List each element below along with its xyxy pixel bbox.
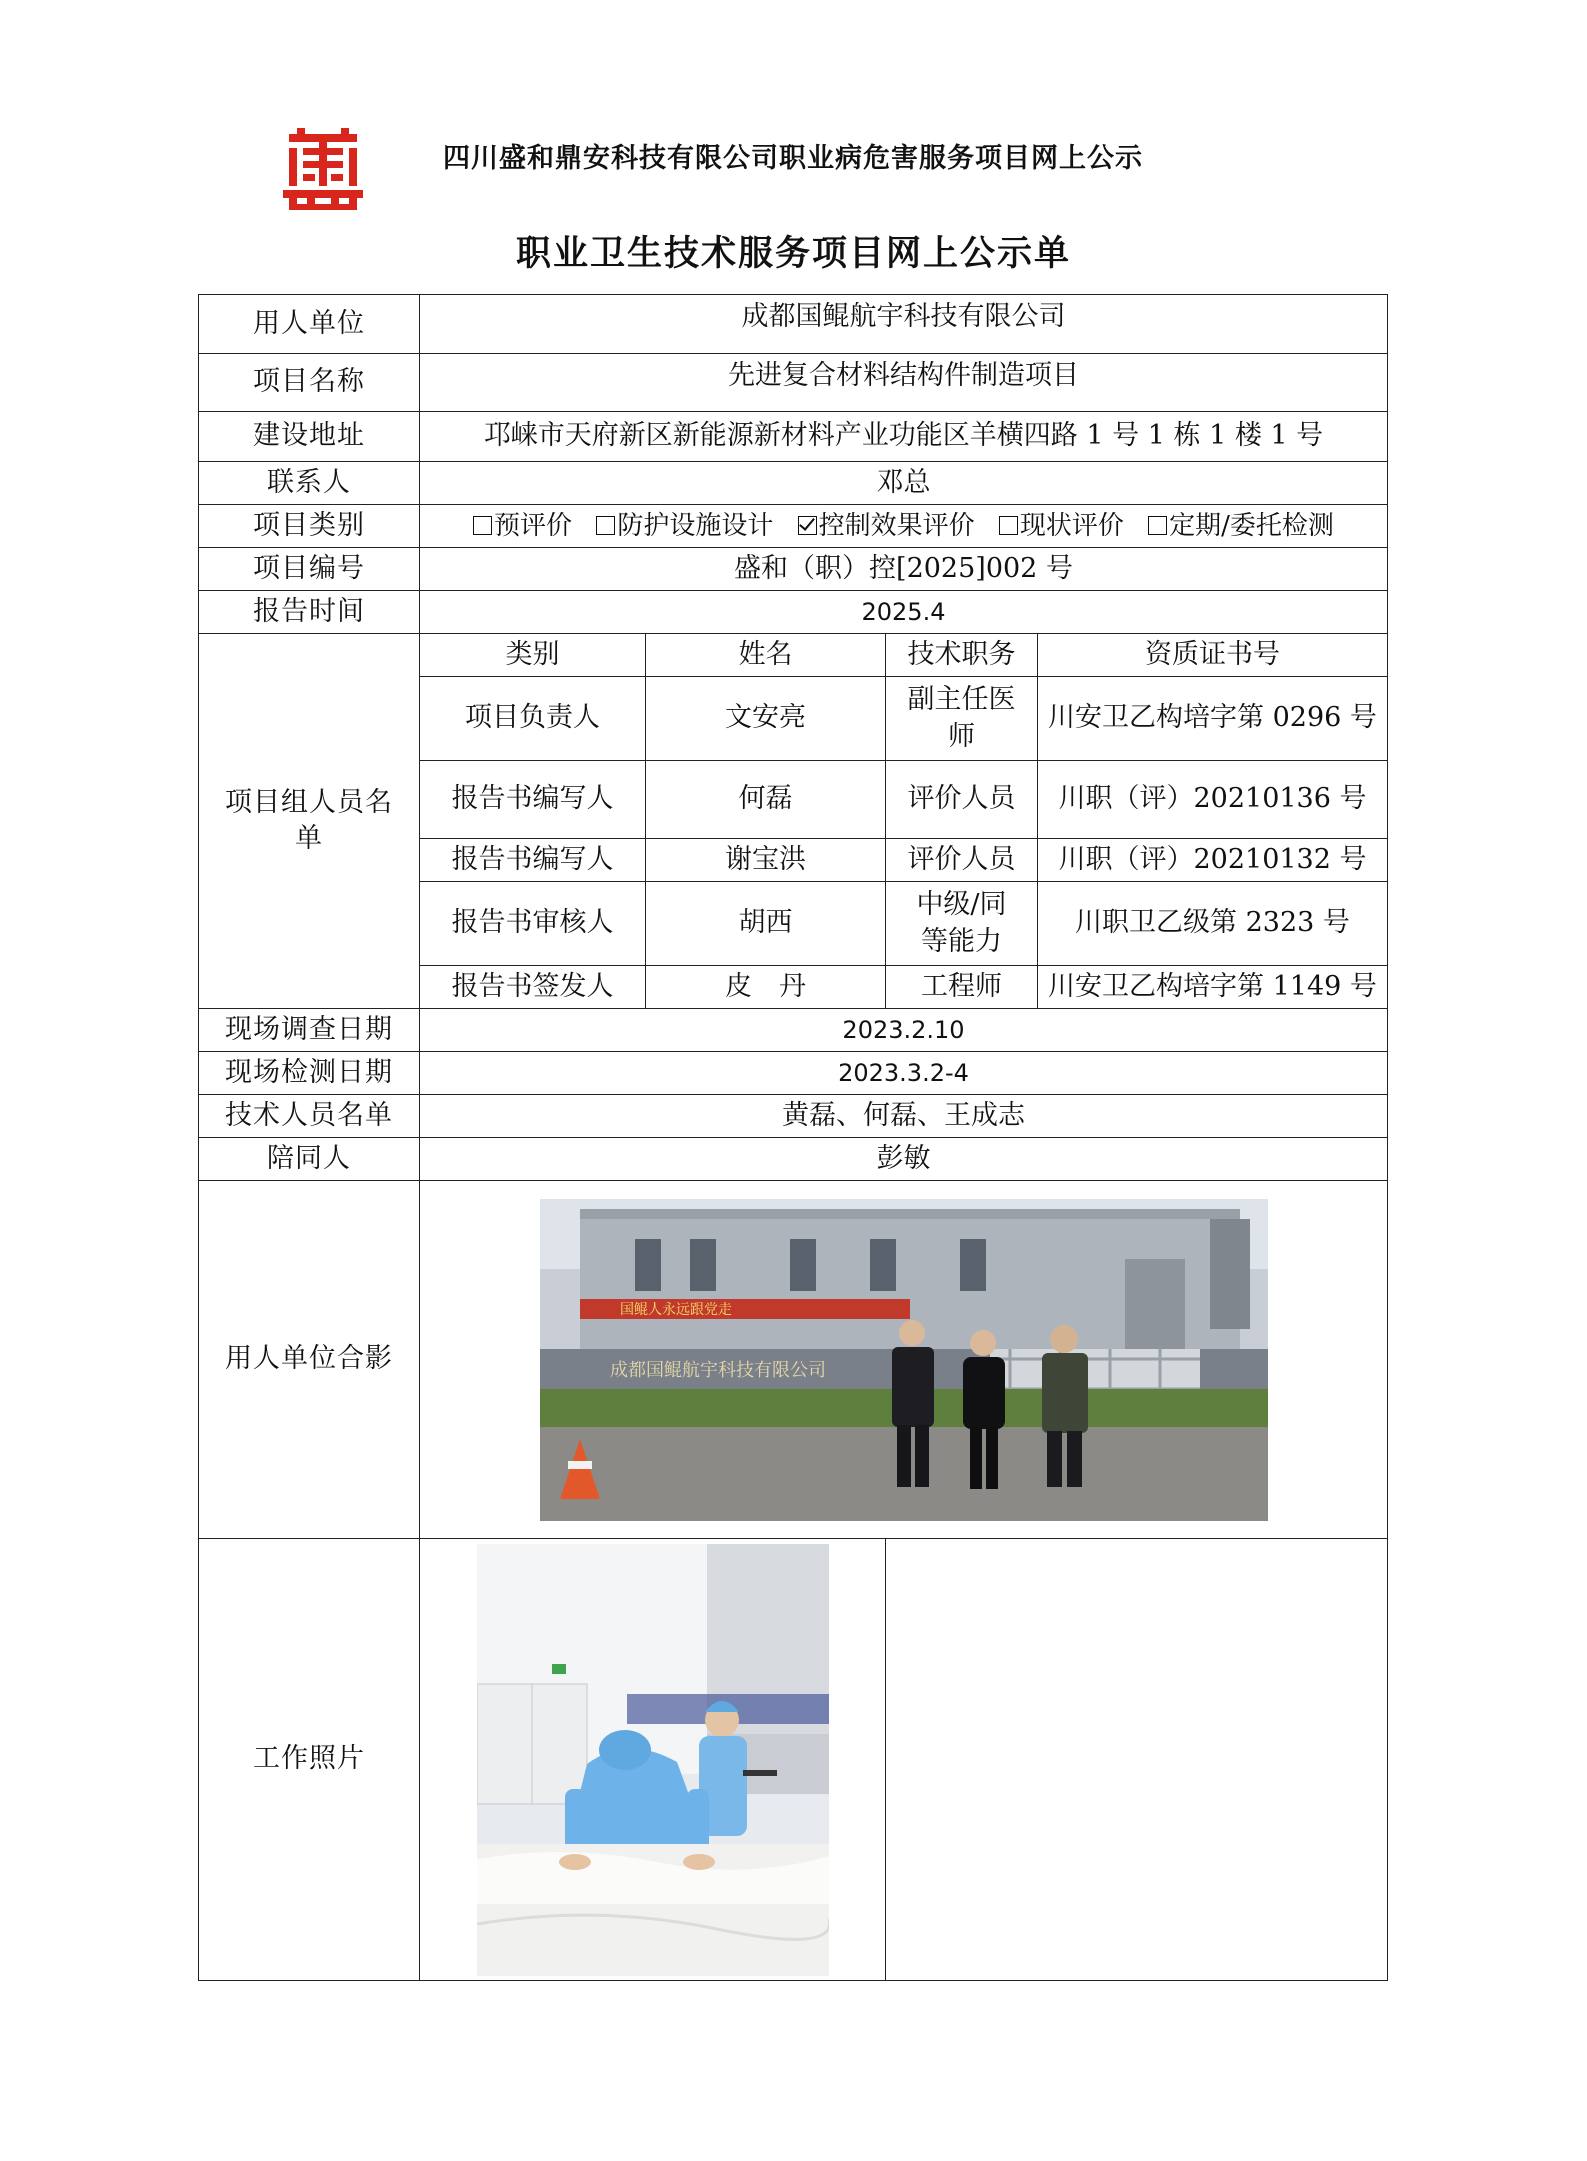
team-role: 报告书编写人 <box>420 761 646 839</box>
team-role: 项目负责人 <box>420 677 646 761</box>
empty-photo-cell <box>886 1539 1388 1981</box>
team-cert: 川职（评）20210132 号 <box>1038 839 1388 882</box>
value-survey-date: 2023.2.10 <box>420 1009 1388 1052</box>
label-report-time: 报告时间 <box>199 591 420 634</box>
category-option: 控制效果评价 <box>798 511 975 541</box>
label-contact: 联系人 <box>199 462 420 505</box>
team-name: 文安亮 <box>646 677 886 761</box>
label-survey-date: 现场调查日期 <box>199 1009 420 1052</box>
team-header-role: 类别 <box>420 634 646 677</box>
group-photo <box>540 1199 1268 1521</box>
disclosure-table <box>198 294 1388 1981</box>
label-address: 建设地址 <box>199 412 420 462</box>
value-escort: 彭敏 <box>420 1138 1388 1181</box>
row-project-name <box>199 354 1388 412</box>
row-report-time <box>199 591 1388 634</box>
team-header-title: 技术职务 <box>886 634 1038 677</box>
row-group-photo <box>199 1181 1388 1539</box>
category-option: 预评价 <box>473 511 572 541</box>
team-name: 皮 丹 <box>646 966 886 1009</box>
team-role: 报告书编写人 <box>420 839 646 882</box>
category-option: 定期/委托检测 <box>1148 511 1334 541</box>
value-address: 邛崃市天府新区新能源新材料产业功能区羊横四路 1 号 1 栋 1 楼 1 号 <box>420 412 1388 462</box>
label-escort: 陪同人 <box>199 1138 420 1181</box>
row-survey-date <box>199 1009 1388 1052</box>
team-name: 何磊 <box>646 761 886 839</box>
team-name: 谢宝洪 <box>646 839 886 882</box>
row-address <box>199 412 1388 462</box>
team-title: 工程师 <box>886 966 1038 1009</box>
team-cert: 川安卫乙构培字第 1149 号 <box>1038 966 1388 1009</box>
team-header-row <box>199 634 1388 677</box>
work-photo <box>477 1544 829 1976</box>
company-logo <box>283 128 363 210</box>
row-employer <box>199 295 1388 354</box>
team-title: 副主任医师 <box>886 677 1038 761</box>
row-project-no <box>199 548 1388 591</box>
label-employer: 用人单位 <box>199 295 420 354</box>
row-contact <box>199 462 1388 505</box>
category-option: 现状评价 <box>999 511 1124 541</box>
value-project-no: 盛和（职）控[2025]002 号 <box>420 548 1388 591</box>
checkbox-icon <box>473 516 492 535</box>
team-header-cert: 资质证书号 <box>1038 634 1388 677</box>
org-title: 四川盛和鼎安科技有限公司职业病危害服务项目网上公示 <box>443 143 1143 174</box>
work-photo-cell <box>420 1539 886 1981</box>
team-cert: 川职卫乙级第 2323 号 <box>1038 882 1388 966</box>
category-option: 防护设施设计 <box>596 511 773 541</box>
signboard-text: 成都国鲲航宇科技有限公司 <box>609 1359 826 1381</box>
group-photo-cell <box>420 1181 1388 1539</box>
checkbox-icon <box>999 516 1018 535</box>
label-testing-date: 现场检测日期 <box>199 1052 420 1095</box>
row-work-photo <box>199 1539 1388 1981</box>
label-work-photo: 工作照片 <box>199 1539 420 1981</box>
label-project-no: 项目编号 <box>199 548 420 591</box>
document-title: 职业卫生技术服务项目网上公示单 <box>515 233 1071 274</box>
category-options <box>465 511 1342 541</box>
banner-text: 国鲲人永远跟党走 <box>619 1301 732 1318</box>
team-cert: 川安卫乙构培字第 0296 号 <box>1038 677 1388 761</box>
label-team: 项目组人员名单 <box>199 634 420 1009</box>
page-header <box>283 128 1383 214</box>
value-project-name: 先进复合材料结构件制造项目 <box>420 354 1388 412</box>
team-header-name: 姓名 <box>646 634 886 677</box>
team-role: 报告书审核人 <box>420 882 646 966</box>
checked-checkbox-icon <box>798 516 817 535</box>
value-technicians: 黄磊、何磊、王成志 <box>420 1095 1388 1138</box>
label-project-name: 项目名称 <box>199 354 420 412</box>
team-role: 报告书签发人 <box>420 966 646 1009</box>
value-category <box>420 505 1388 548</box>
value-employer: 成都国鲲航宇科技有限公司 <box>420 295 1388 354</box>
row-testing-date <box>199 1052 1388 1095</box>
row-escort <box>199 1138 1388 1181</box>
team-title: 中级/同等能力 <box>886 882 1038 966</box>
value-contact: 邓总 <box>420 462 1388 505</box>
label-group-photo: 用人单位合影 <box>199 1181 420 1539</box>
team-title: 评价人员 <box>886 761 1038 839</box>
checkbox-icon <box>596 516 615 535</box>
value-report-time: 2025.4 <box>420 591 1388 634</box>
checkbox-icon <box>1148 516 1167 535</box>
team-name: 胡西 <box>646 882 886 966</box>
row-technicians <box>199 1095 1388 1138</box>
value-testing-date: 2023.3.2-4 <box>420 1052 1388 1095</box>
row-category <box>199 505 1388 548</box>
label-technicians: 技术人员名单 <box>199 1095 420 1138</box>
team-title: 评价人员 <box>886 839 1038 882</box>
team-cert: 川职（评）20210136 号 <box>1038 761 1388 839</box>
label-category: 项目类别 <box>199 505 420 548</box>
